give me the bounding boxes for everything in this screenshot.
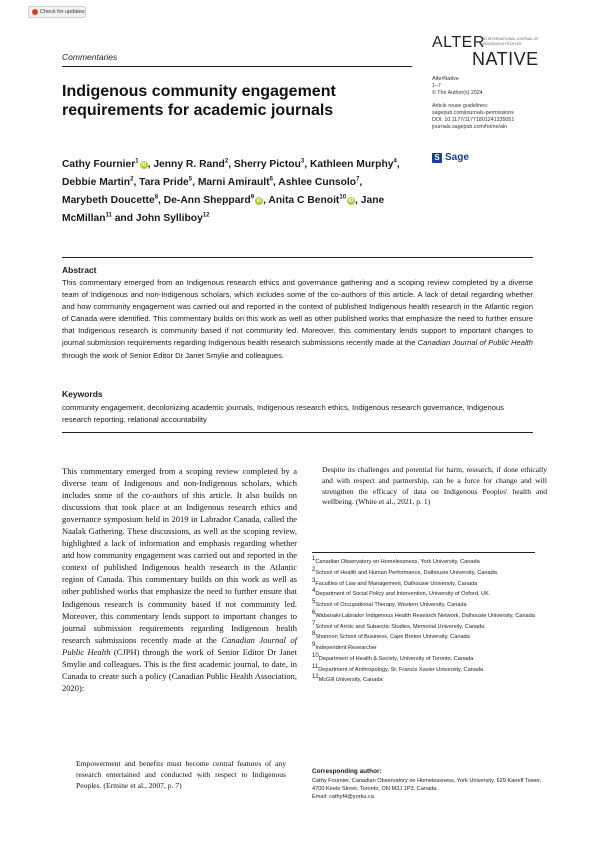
affiliation-number: 6 bbox=[312, 609, 316, 616]
author-affiliation-marker: 4 bbox=[393, 159, 397, 165]
author-affiliation-marker: 12 bbox=[202, 213, 210, 220]
affiliation-text: Shannon School of Business, Cape Breton University, Canada bbox=[315, 634, 470, 641]
author-separator: , bbox=[158, 195, 164, 207]
keywords-heading: Keywords bbox=[62, 389, 103, 399]
orcid-icon[interactable]: iD bbox=[141, 162, 147, 169]
logo-tagline: AN INTERNATIONAL JOURNAL OF INDIGENOUS PEOPLES bbox=[482, 37, 539, 46]
author-affiliation-marker: 1 bbox=[135, 159, 139, 165]
author-name: Cathy Fournier bbox=[62, 159, 136, 171]
author bbox=[62, 159, 153, 170]
section-label: Commentaries bbox=[62, 52, 118, 62]
corresponding-address: Cathy Fournier, Canadian Observatory on Homelessness, York University, 629 Kaneff Tower, 4700 Keele Street, Toronto, ON M3J 1P3, Canada. bbox=[312, 778, 542, 792]
author-name: Marni Amirault bbox=[197, 177, 270, 189]
author bbox=[198, 177, 278, 188]
affiliation-number: 4 bbox=[312, 588, 316, 595]
author-name: Marybeth Doucette bbox=[62, 195, 155, 207]
article-title: Indigenous community engagement requirements for academic journals bbox=[62, 83, 336, 119]
author-separator: , bbox=[263, 195, 269, 207]
publisher-name: Sage bbox=[445, 152, 469, 163]
abstract-text bbox=[62, 277, 533, 362]
author-affiliation-marker: 2 bbox=[130, 177, 134, 184]
author-name: Jenny R. Rand bbox=[153, 159, 225, 171]
author-affiliation-marker: 2 bbox=[224, 159, 229, 165]
affiliation-item bbox=[312, 621, 542, 632]
affiliation-number: 10 bbox=[312, 652, 319, 659]
author-name: Jane McMillan bbox=[62, 195, 385, 225]
affiliation-item bbox=[312, 610, 542, 621]
affiliation-text: School of Health and Human Performance, Dalhousie University, Canada bbox=[315, 569, 497, 576]
affiliation-text: School of Arctic and Subarctic Studies, Memorial University, Canada bbox=[315, 623, 485, 630]
author-separator: , bbox=[272, 177, 279, 189]
publisher-logo bbox=[432, 152, 469, 163]
affiliation-item bbox=[312, 567, 542, 578]
meta-doi[interactable]: DOI: 10.1177/11771801241235051 bbox=[432, 117, 515, 123]
header-divider bbox=[62, 66, 412, 67]
author-affiliation-marker: 5 bbox=[188, 177, 193, 184]
meta-url[interactable]: journals.sagepub.com/home/aln bbox=[432, 124, 508, 130]
block-quote-2: Despite its challenges and potential for harm, research, if done ethically and with respect and partnership, can be a force for change and will strengthen the efficacy of data on Indigenous Peoples' health and wellbeing. (White et al., 2021, p. 1) bbox=[322, 465, 547, 507]
author-affiliation-marker: 6 bbox=[269, 177, 273, 184]
affiliation-item bbox=[312, 664, 542, 675]
author-separator: , bbox=[147, 159, 154, 171]
author bbox=[62, 195, 164, 206]
journal-logo bbox=[432, 34, 552, 68]
affiliation-text: Independent Researcher bbox=[315, 644, 377, 651]
author-affiliation-marker: 3 bbox=[300, 159, 305, 165]
orcid-icon[interactable]: iD bbox=[256, 198, 262, 205]
author-affiliation-marker: 10 bbox=[339, 195, 347, 202]
author bbox=[234, 159, 310, 170]
affiliation-text: Department of Anthropology, St. Francis Xavier University, Canada bbox=[318, 666, 484, 673]
author bbox=[268, 195, 360, 206]
author-separator: , bbox=[228, 159, 234, 171]
corresponding-email[interactable]: Email: cathyf4@yorku.ca bbox=[312, 794, 374, 800]
author-separator: , bbox=[355, 195, 361, 207]
author bbox=[310, 159, 400, 170]
badge-label: Check for updates bbox=[40, 9, 85, 15]
affiliation-item bbox=[312, 674, 542, 685]
affiliation-text: McGill University, Canada bbox=[318, 677, 383, 684]
affiliation-number: 7 bbox=[312, 620, 316, 627]
keywords-text: community engagement, decolonizing academic journals, Indigenous research ethics, Indigenous research governance, Indigenous research reporting, relational accountability bbox=[62, 403, 504, 425]
meta-reuse-link[interactable]: sagepub.com/journals-permissions bbox=[432, 110, 514, 116]
abstract-journal-name: Canadian Journal of Public Health bbox=[417, 338, 533, 348]
affiliation-text: Wabanaki-Labrador Indigenous Health Research Network, Dalhousie University, Canada bbox=[315, 612, 535, 619]
article-meta bbox=[432, 76, 557, 131]
abstract-text-part2: through the work of Senior Editor Dr Janet Smylie and colleagues. bbox=[62, 350, 285, 360]
author-separator: , bbox=[133, 177, 140, 189]
abstract-text-part1: This commentary emerged from an Indigenous research ethics and governance gathering and a scoping review completed by a diverse team of Indigenous and non-Indigenous scholars, which includes some of the co-authors of this article. A lack of detail regarding whether and how community engagement was carried out and reported in the context of published Indigenous health research in the Atlantic region of Canada were identified. This commentary builds on this work as well as other published works that emphasize the need to further ensure that Indigenous research is community based if not community led. Moreover, this commentary lends support to important changes to journal submission requirements regarding Indigenous health research submissions recently made at the bbox=[62, 278, 533, 348]
affiliation-text: Faculties of Law and Management, Dalhousie University, Canada bbox=[315, 580, 478, 587]
author bbox=[62, 177, 139, 188]
affiliation-item bbox=[312, 631, 542, 642]
author-separator: , bbox=[396, 159, 400, 171]
author-affiliation-marker: 9 bbox=[250, 195, 255, 202]
affiliation-number: 5 bbox=[312, 599, 316, 606]
affiliation-number: 3 bbox=[312, 577, 316, 584]
author bbox=[139, 177, 198, 188]
author-name: Debbie Martin bbox=[62, 177, 131, 189]
affiliation-number: 9 bbox=[312, 642, 316, 649]
author-name: Tara Pride bbox=[139, 177, 189, 189]
author-affiliation-marker: 7 bbox=[356, 177, 360, 184]
author-name: and John Sylliboy bbox=[114, 213, 203, 225]
meta-copyright: © The Author(s) 2024 bbox=[432, 90, 483, 96]
affiliation-number: 1 bbox=[312, 556, 316, 562]
affiliation-text: Canadian Observatory on Homelessness, York University, Canada bbox=[315, 558, 480, 565]
author-affiliation-marker: 11 bbox=[105, 213, 112, 220]
affiliation-text: Department of Health & Society, University of Toronto, Canada bbox=[318, 655, 474, 662]
abstract-divider bbox=[62, 257, 533, 258]
meta-pages: 1–7 bbox=[432, 83, 441, 89]
affiliation-item bbox=[312, 599, 542, 610]
meta-reuse-heading: Article reuse guidelines: bbox=[432, 103, 489, 109]
logo-word-2: NATIVE bbox=[472, 49, 539, 69]
body-journal-name: Canadian Journal of Public Health bbox=[62, 634, 297, 657]
meta-journal: AlterNative bbox=[432, 76, 459, 82]
affiliation-number: 8 bbox=[312, 631, 316, 638]
author bbox=[153, 159, 234, 170]
affiliation-number: 12 bbox=[312, 674, 319, 681]
affiliation-item bbox=[312, 642, 542, 653]
author-separator: , bbox=[192, 177, 198, 189]
corresponding-text bbox=[312, 777, 542, 801]
block-quote-1: Empowerment and benefits must become central features of any research entertained and conducted with respect to Indigenous Peoples. (Ermine et al., 2007, p. 7) bbox=[76, 759, 286, 790]
author-name: Ashlee Cunsolo bbox=[278, 177, 357, 189]
body-text-part1: This commentary emerged from a scoping review completed by a diverse team of Indigenous and non-Indigenous scholars, which includes some of the co-authors of this article. It also builds on discussions that took place at an Indigenous research ethics and governance symposium held in 2019 in Labrador Canada, called the Naalak Gathering. These discussions, as well as the scoping review, highlighted a lack of information and emphasis regarding whether and how community engagement was carried out and reported in the context of published Indigenous health research in the Atlantic region of Canada. This commentary builds on this work as well as other published works that emphasize the need to further ensure that Indigenous research is community based if not community led. Moreover, this commentary lends support to important changes to journal submission requirements regarding Indigenous health research submissions recently made at the bbox=[62, 466, 297, 645]
corresponding-heading: Corresponding author: bbox=[312, 768, 382, 775]
affiliation-text: Department of Social Policy and Intervention, University of Oxford, UK bbox=[315, 591, 489, 598]
author-name: De-Ann Sheppard bbox=[163, 195, 251, 207]
author-list bbox=[62, 155, 407, 227]
orcid-icon[interactable]: iD bbox=[348, 198, 354, 205]
affiliations-divider bbox=[312, 552, 535, 553]
author bbox=[278, 177, 362, 188]
affiliation-item bbox=[312, 588, 542, 599]
logo-word-1: ALTER bbox=[432, 34, 485, 51]
affiliation-number: 11 bbox=[312, 663, 319, 670]
affiliation-text: School of Occupational Therapy, Western University, Canada bbox=[315, 601, 467, 608]
author bbox=[164, 195, 269, 206]
author-affiliation-marker: 8 bbox=[154, 195, 159, 202]
author-separator: , bbox=[359, 177, 363, 189]
update-icon bbox=[32, 9, 38, 15]
affiliations-list bbox=[312, 556, 542, 685]
check-for-updates-badge[interactable] bbox=[28, 6, 86, 18]
body-text-part2: (CJPH) through the work of Senior Editor Dr Janet Smylie and colleagues. This is the first academic journal, to date, in Canada to create such a policy (Canadian Public Health Association, 2020): bbox=[62, 646, 297, 693]
sage-icon: S bbox=[432, 153, 442, 163]
keywords-divider bbox=[62, 432, 533, 433]
abstract-heading: Abstract bbox=[62, 265, 97, 275]
affiliation-item bbox=[312, 556, 542, 567]
author-separator: , bbox=[304, 159, 310, 171]
affiliation-number: 2 bbox=[312, 566, 316, 573]
author-name: Anita C Benoit bbox=[268, 195, 340, 207]
author bbox=[115, 213, 210, 224]
author-name: Sherry Pictou bbox=[233, 159, 301, 171]
affiliation-item bbox=[312, 653, 542, 664]
affiliation-item bbox=[312, 578, 542, 589]
body-paragraph bbox=[62, 465, 297, 694]
author-name: Kathleen Murphy bbox=[309, 159, 394, 171]
